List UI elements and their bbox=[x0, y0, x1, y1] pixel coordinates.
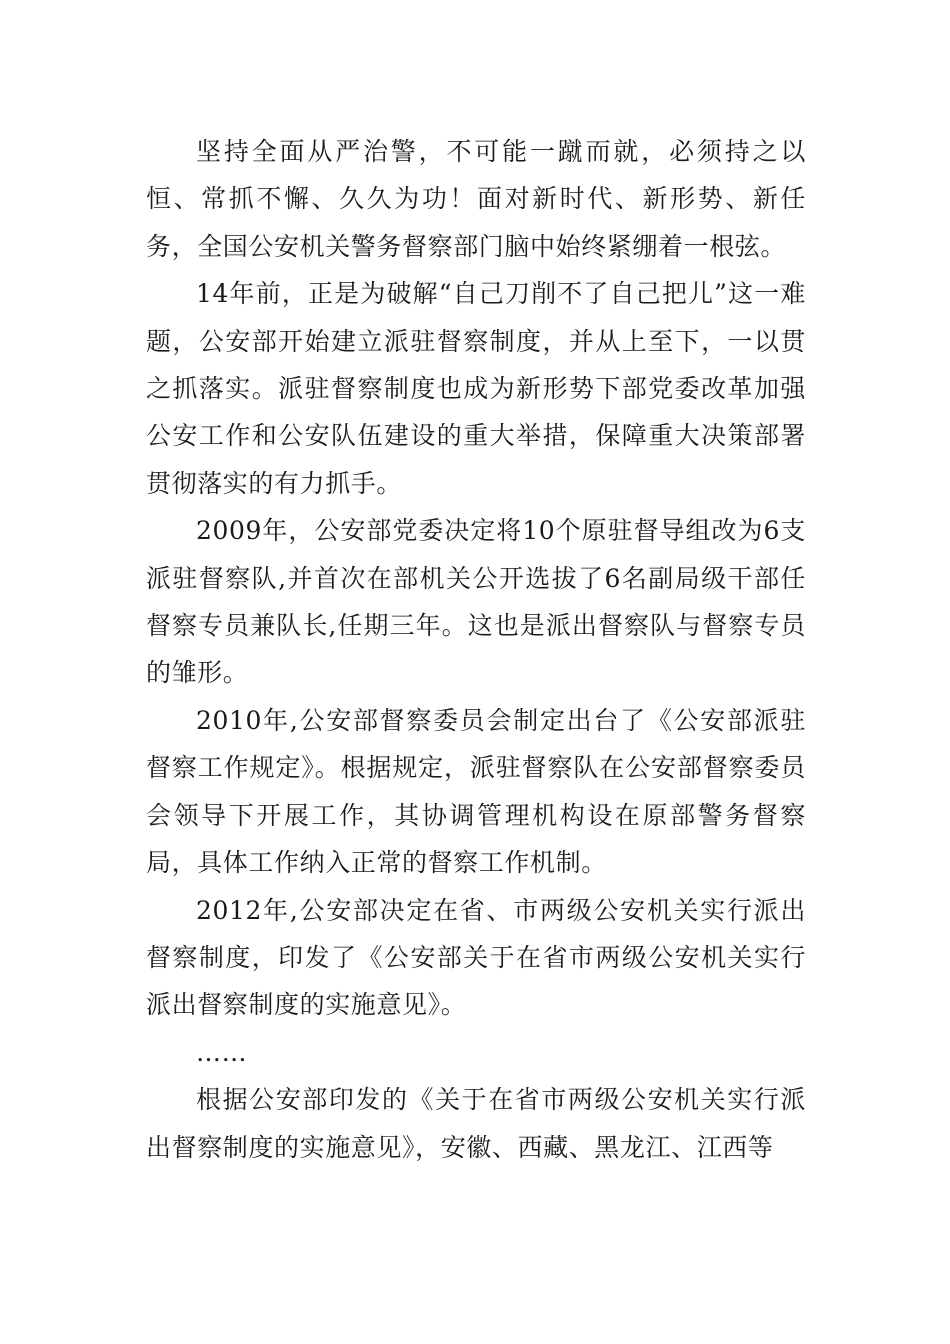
document-body bbox=[146, 128, 806, 1171]
paragraph: 2009年，公安部党委决定将10个原驻督导组改为6支派驻督察队,并首次在部机关公开选拔了6名副局级干部任督察专员兼队长,任期三年。这也是派出督察队与督察专员的雏形。 bbox=[146, 516, 806, 688]
ellipsis-paragraph: …… bbox=[196, 1037, 248, 1067]
paragraph: 2012年,公安部决定在省、市两级公安机关实行派出督察制度，印发了《公安部关于在省市两级公安机关实行派出督察制度的实施意见》。 bbox=[146, 895, 806, 1020]
paragraph: 2010年,公安部督察委员会制定出台了《公安部派驻督察工作规定》。根据规定，派驻督察队在公安部督察委员会领导下开展工作，其协调管理机构设在原部警务督察局，具体工作纳入正常的督察工作机制。 bbox=[146, 705, 806, 878]
paragraph: 根据公安部印发的《关于在省市两级公安机关实行派出督察制度的实施意见》，安徽、西藏、黑龙江、江西等 bbox=[146, 1085, 806, 1162]
paragraph: 14年前，正是为破解“自己刀削不了自己把儿”这一难题，公安部开始建立派驻督察制度，并从上至下，一以贯之抓落实。派驻督察制度也成为新形势下部党委改革加强公安工作和公安队伍建设的重大举措，保障重大决策部署贯彻落实的有力抓手。 bbox=[146, 279, 806, 498]
paragraph: 坚持全面从严治警，不可能一蹴而就，必须持之以恒、常抓不懈、久久为功！面对新时代、新形势、新任务，全国公安机关警务督察部门脑中始终紧绷着一根弦。 bbox=[146, 137, 806, 261]
